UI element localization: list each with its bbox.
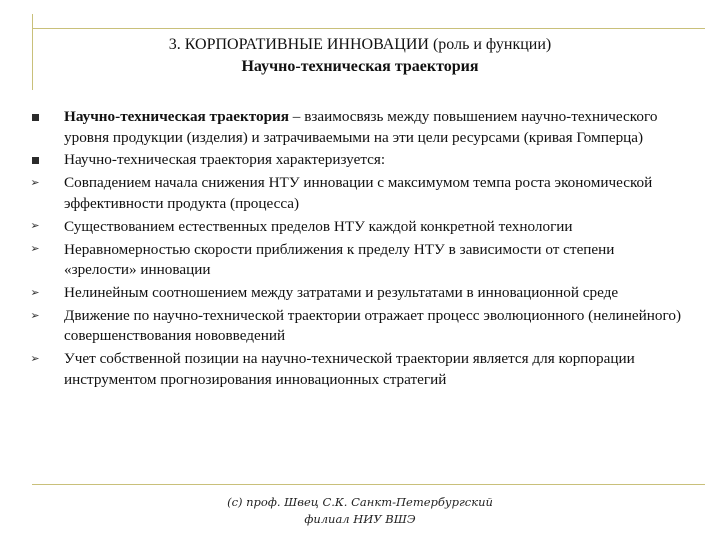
- arrow-bullet-icon: ➢: [30, 351, 40, 365]
- bullet-item: [28, 173, 688, 214]
- arrow-bullet-icon: ➢: [30, 242, 40, 256]
- bullet-item: [28, 150, 688, 171]
- bullet-text: Движение по научно-технической траектории отражает процесс эволюционного (нелинейного) совершенствования нововведений: [64, 306, 682, 345]
- bullet-text: – взаимосвязь между повышением научно-технического уровня продукции (изделия) и затрачиваемыми на эти цели ресурсами (кривая Гомперца): [64, 108, 658, 146]
- square-bullet-icon: [28, 150, 42, 170]
- bullet-item: [28, 283, 688, 304]
- bullet-item: [28, 107, 688, 148]
- arrow-bullet-icon: ➢: [30, 219, 40, 233]
- slide-title: [40, 34, 680, 78]
- title-line-2: Научно-техническая траектория: [241, 58, 479, 75]
- bullet-text: Существованием естественных пределов НТУ каждой конкретной технологии: [64, 217, 573, 235]
- bullet-text: Научно-техническая траектория характеризуется:: [64, 151, 386, 169]
- bullet-list: [28, 107, 688, 393]
- footer-line-2: филиал НИУ ВШЭ: [304, 512, 416, 526]
- footer-credit: [210, 494, 510, 528]
- arrow-bullet-icon: ➢: [30, 308, 40, 322]
- top-divider: [32, 28, 705, 29]
- title-line-1: 3. КОРПОРАТИВНЫЕ ИННОВАЦИИ (роль и функции): [168, 36, 552, 53]
- bullet-text: Неравномерностью скорости приближения к пределу НТУ в зависимости от степени «зрелости» инновации: [64, 240, 615, 279]
- left-divider: [32, 14, 33, 90]
- bullet-bold-lead: Научно-техническая траектория: [64, 108, 289, 125]
- arrow-bullet-icon: ➢: [30, 285, 40, 299]
- bullet-text: Совпадением начала снижения НТУ инновации с максимумом темпа роста экономической эффективности продукта (процесса): [64, 174, 653, 212]
- bottom-divider: [32, 484, 705, 485]
- bullet-text: Учет собственной позиции на научно-технической траектории является для корпорации инструментом прогнозирования инновационных стратегий: [64, 350, 635, 388]
- bullet-text: Нелинейным соотношением между затратами и результатами в инновационной среде: [64, 283, 619, 301]
- bullet-item: [28, 240, 688, 281]
- arrow-bullet-icon: ➢: [30, 176, 40, 190]
- bullet-item: [28, 306, 688, 347]
- bullet-item: [28, 349, 688, 390]
- square-bullet-icon: [28, 107, 42, 127]
- bullet-item: [28, 217, 688, 238]
- footer-line-1: (с) проф. Швец С.К. Санкт-Петербургский: [227, 495, 493, 509]
